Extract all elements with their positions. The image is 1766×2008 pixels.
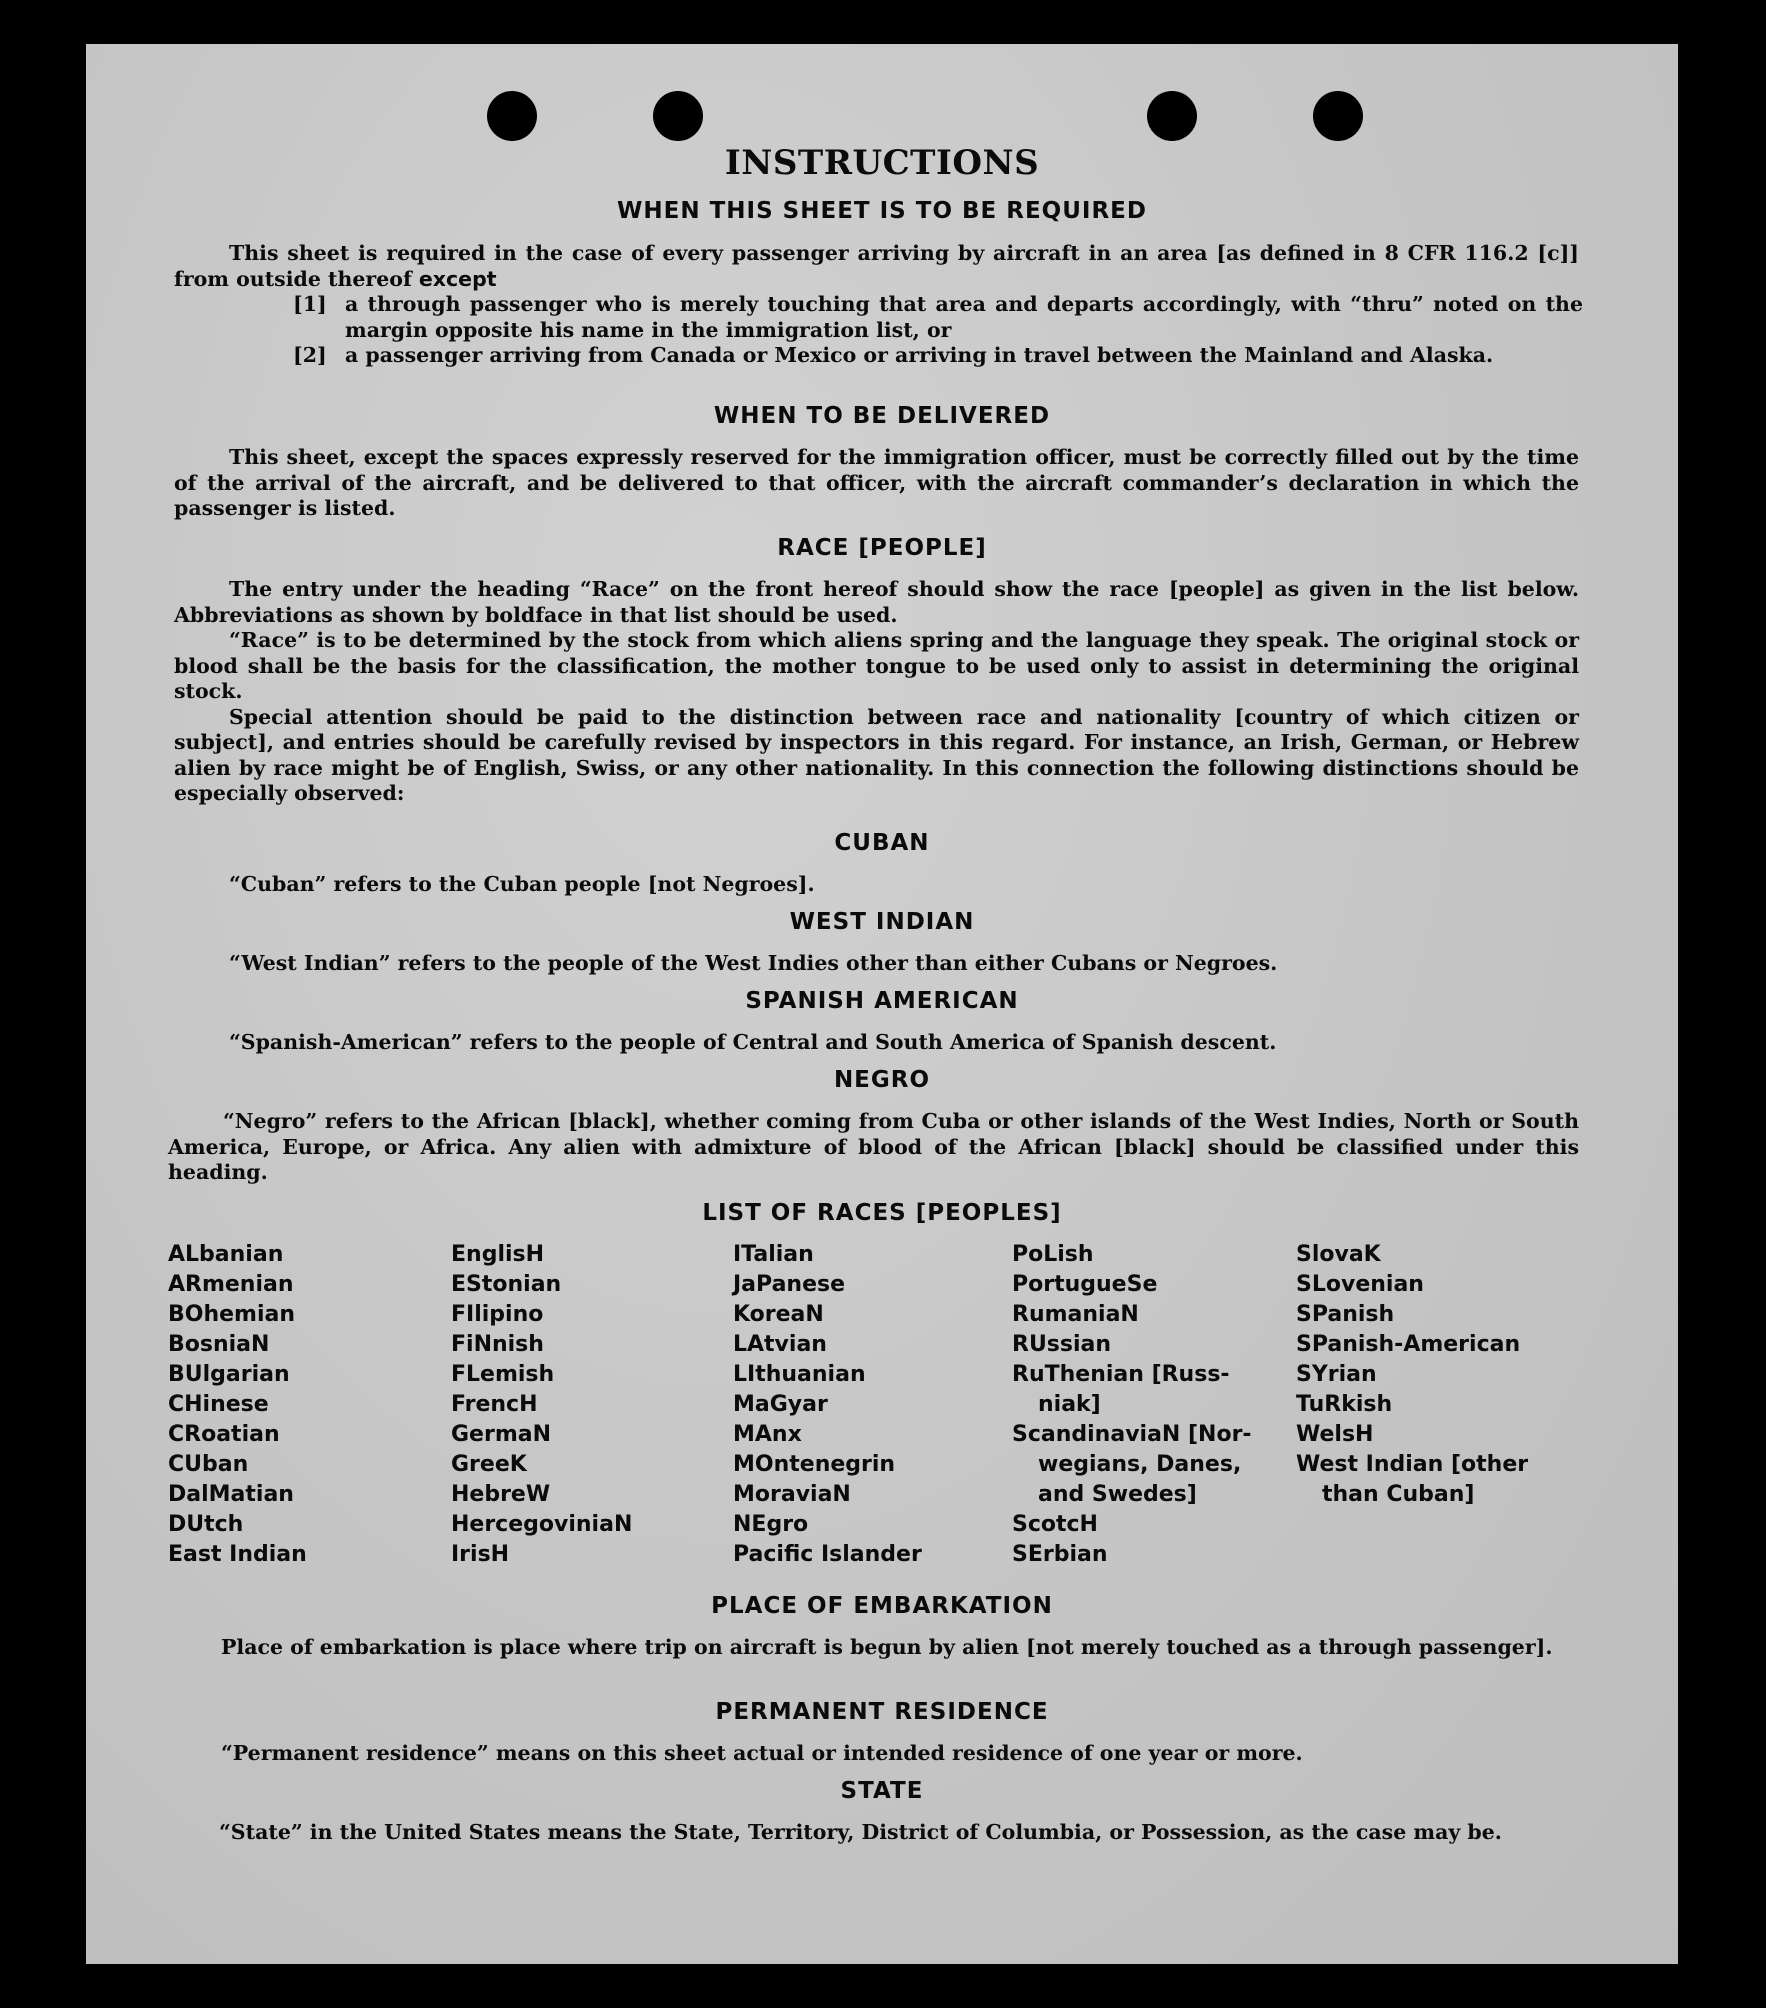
race-item: ScotcH [1012,1512,1098,1537]
race-item: NEgro [733,1512,809,1537]
exception-list [293,292,1583,369]
cuban-text: “Cuban” refers to the Cuban people [not Negroes]. [229,872,815,896]
race-item: EStonian [451,1272,562,1297]
heading-list-of-races: LIST OF RACES [PEOPLES] [702,1200,1062,1226]
race-column [451,1240,721,1570]
punch-hole [1147,91,1197,141]
state-text: “State” in the United States means the State, Territory, District of Columbia, or Possession, as the case may be. [219,1820,1502,1844]
race-item: ARmenian [168,1272,294,1297]
race-item: HercegoviniaN [451,1512,633,1537]
punch-hole [487,91,537,141]
race-item: West Indian [other than Cuban] [1296,1452,1529,1507]
race-item: FIlipino [451,1302,544,1327]
heading-spanish-american: SPANISH AMERICAN [745,988,1019,1014]
race-item: SLovenian [1296,1272,1424,1297]
race-item: KoreaN [733,1302,824,1327]
race-item: DalMatian [168,1482,294,1507]
heading-race: RACE [PEOPLE] [777,535,987,561]
race-paragraphs [174,577,1579,807]
heading-negro: NEGRO [833,1067,931,1093]
race-item: RumaniaN [1012,1302,1139,1327]
race-item: Pacific Islander [733,1542,922,1567]
heading-embarkation: PLACE OF EMBARKATION [711,1593,1053,1619]
race-item: HebreW [451,1482,551,1507]
race-item: BOhemian [168,1302,296,1327]
race-item: RuThenian [Russ- niak] [1012,1362,1230,1417]
race-item: SYrian [1296,1362,1377,1387]
race-item: FLemish [451,1362,555,1387]
race-item: ScandinaviaN [Nor- wegians, Danes, and Swedes] [1012,1422,1252,1507]
residence-text: “Permanent residence” means on this sheet actual or intended residence of one year or more. [221,1741,1303,1765]
race-item: FrencH [451,1392,538,1417]
race-item: PoLish [1012,1242,1094,1267]
race-item: BosniaN [168,1332,270,1357]
race-item: CUban [168,1452,249,1477]
heading-state: STATE [840,1778,924,1804]
race-item: LIthuanian [733,1362,866,1387]
race-item: LAtvian [733,1332,827,1357]
west-indian-text: “West Indian” refers to the people of the West Indies other than either Cubans or Negroes. [229,951,1278,975]
race-item: RUssian [1012,1332,1112,1357]
race-item: EnglisH [451,1242,545,1267]
delivered-text: This sheet, except the spaces expressly reserved for the immigration officer, must be correctly filled out by the time of the arrival of the aircraft, and be delivered to that officer, with the aircraft commander’s declaration in which the passenger is listed. [174,445,1579,520]
race-item: SPanish-American [1296,1332,1521,1357]
race-item: MaGyar [733,1392,828,1417]
race-item: MAnx [733,1422,802,1447]
race-item: ITalian [733,1242,814,1267]
race-column [1296,1240,1566,1510]
race-p1: The entry under the heading “Race” on the front hereof should show the race [people] as given in the list below. Abbreviations as shown by boldface in that list should be used. [174,577,1579,627]
race-item: CHinese [168,1392,269,1417]
race-item: CRoatian [168,1422,280,1447]
race-item: GermaN [451,1422,552,1447]
embarkation-text: Place of embarkation is place where trip on aircraft is begun by alien [not merely touched as a through passenger]. [221,1635,1553,1659]
punch-hole [653,91,703,141]
negro-text: “Negro” refers to the African [black], whether coming from Cuba or other islands of the West Indies, North or South America, Europe, or Africa. Any alien with admixture of blood of the African [black] should be classified under this heading. [168,1109,1579,1184]
race-p3: Special attention should be paid to the distinction between race and nationality [country of which citizen or subject], and entries should be carefully revised by inspectors in this regard. For instance, an Irish, German, or Hebrew alien by race might be of English, Swiss, or any other nationality. In this connection the following distinctions should be especially observed: [174,704,1579,805]
punch-hole [1313,91,1363,141]
exception-item: [1] a through passenger who is merely touching that area and departs accordingly, with “thru” noted on the margin opposite his name in the immigration list, or [293,292,1583,342]
heading-residence: PERMANENT RESIDENCE [715,1699,1049,1725]
heading-west-indian: WEST INDIAN [789,909,975,935]
race-item: FiNnish [451,1332,544,1357]
exception-item: [2] a passenger arriving from Canada or Mexico or arriving in travel between the Mainland and Alaska. [293,343,1494,367]
heading-delivered: WHEN TO BE DELIVERED [713,403,1051,429]
race-item: ALbanian [168,1242,284,1267]
page-title: INSTRUCTIONS [724,143,1040,183]
race-item: SPanish [1296,1302,1395,1327]
spanish-american-text: “Spanish-American” refers to the people of Central and South America of Spanish descent. [229,1030,1277,1054]
race-item: East Indian [168,1542,307,1567]
race-item: WelsH [1296,1422,1374,1447]
race-column [168,1240,438,1570]
race-item: DUtch [168,1512,244,1537]
required-intro: This sheet is required in the case of every passenger arriving by aircraft in an area [as defined in 8 CFR 116.2 [c]] from outside thereof except [174,241,1579,291]
race-column [733,1240,1003,1570]
heading-cuban: CUBAN [834,830,930,856]
race-item: MoraviaN [733,1482,851,1507]
race-item: JaPanese [733,1272,846,1297]
race-item: GreeK [451,1452,527,1477]
race-item: SlovaK [1296,1242,1381,1267]
race-item: MOntenegrin [733,1452,896,1477]
race-p2: “Race” is to be determined by the stock from which aliens spring and the language they speak. The original stock or blood shall be the basis for the classification, the mother tongue to be used only to assist in determining the original stock. [174,628,1579,703]
heading-required: WHEN THIS SHEET IS TO BE REQUIRED [617,198,1147,224]
race-item: TuRkish [1296,1392,1393,1417]
race-item: PortugueSe [1012,1272,1158,1297]
race-item: BUlgarian [168,1362,290,1387]
race-item: SErbian [1012,1542,1108,1567]
race-column [1012,1240,1282,1570]
race-item: IrisH [451,1542,510,1567]
document-sheet [86,44,1678,1964]
